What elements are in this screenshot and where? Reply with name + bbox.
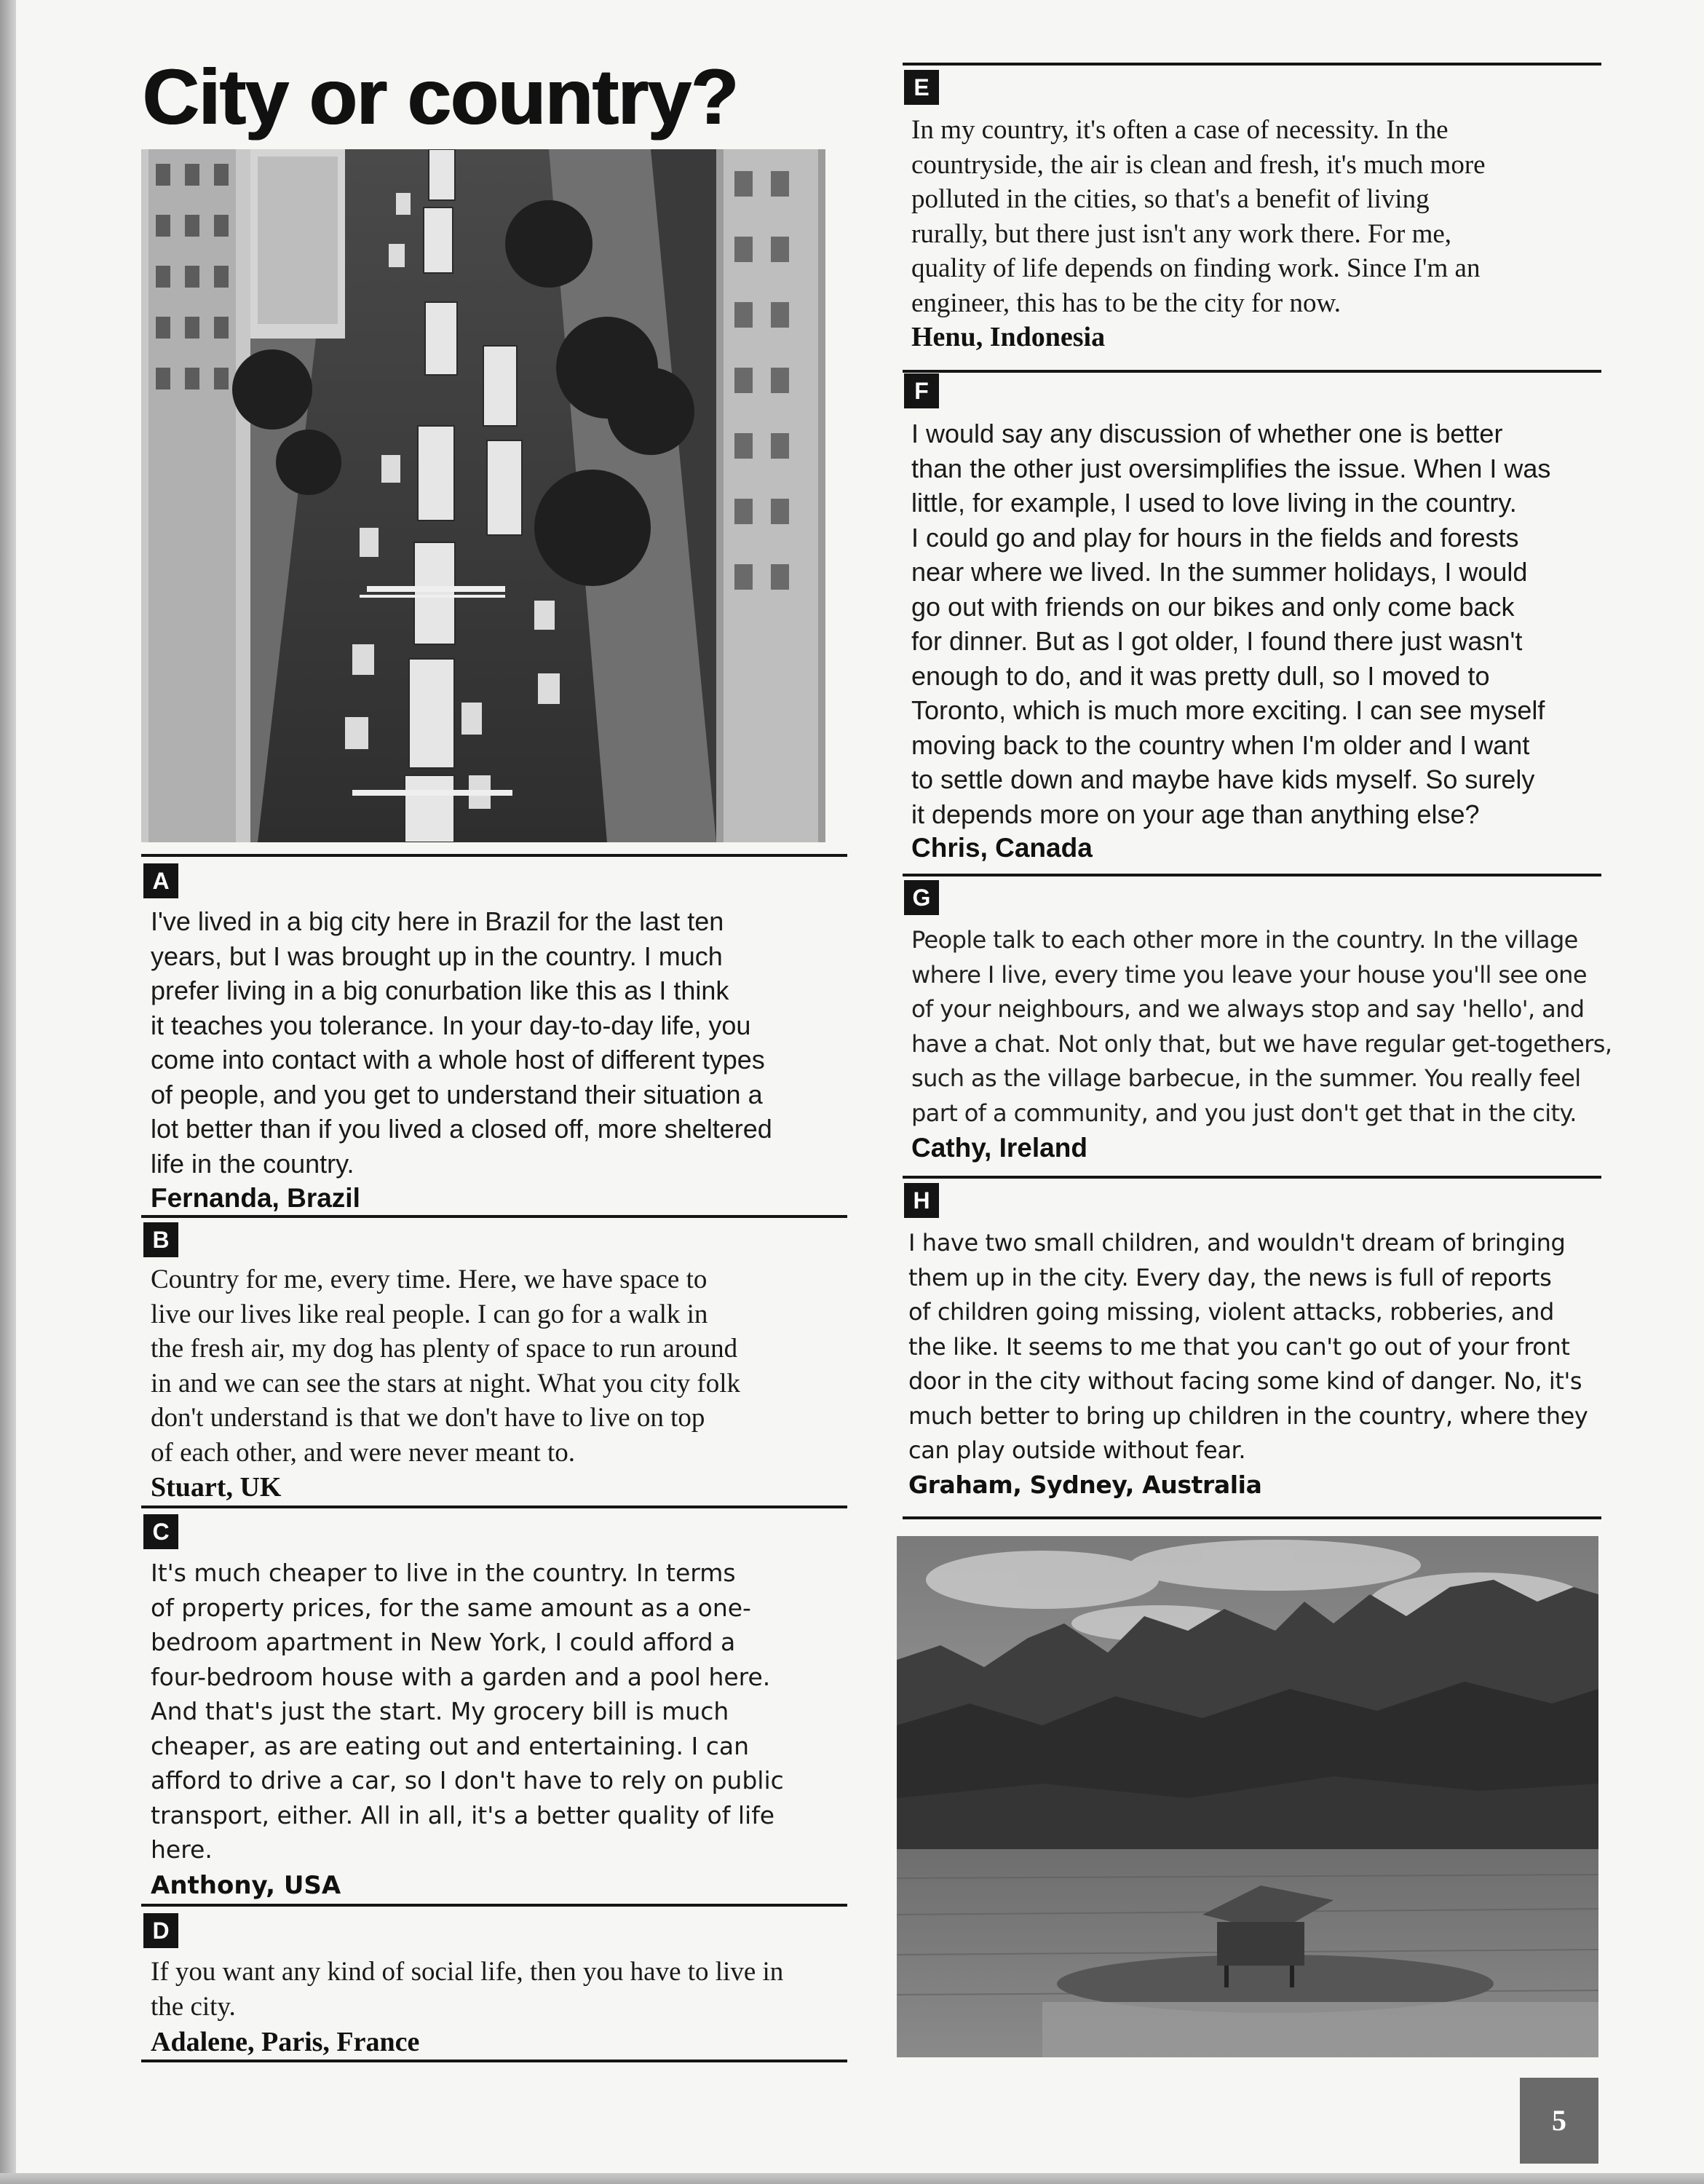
section-c-letter: C: [143, 1514, 178, 1549]
section-a-author: Fernanda, Brazil: [151, 1183, 360, 1213]
city-traffic-photo: [141, 149, 825, 842]
section-b-top-rule: [141, 1215, 847, 1218]
section-e-letter: E: [904, 70, 939, 105]
section-e-text: In my country, it's often a case of necessity. In the countryside, the air is clean and fresh, it's much more polluted in the cities, so that's a benefit of living rurally, but there just isn't any work there. For me, quality of life depends on finding work. Since I'm an engineer, this has to be the city for now.: [911, 115, 1486, 318]
page-bottom-edge: [0, 2173, 1704, 2184]
section-e-author: Henu, Indonesia: [911, 322, 1106, 352]
section-f-text: I would say any discussion of whether one is better than the other just oversimplifies the issue. When I was little, for example, I used to love living in the country. I could go and play for hours in the fields and forests near where we lived. In the summer holidays, I would go out with friends on our bikes and only come back for dinner. But as I got older, I found there just wasn't enough to do, and it was pretty dull, so I moved to Toronto, which is much more exciting. I can see myself moving back to the country when I'm older and I want to settle down and maybe have kids myself. So surely it depends more on your age than anything else?: [911, 419, 1551, 829]
section-f-letter: F: [904, 373, 939, 408]
countryside-landscape-photo: [897, 1536, 1598, 2057]
section-g-letter: G: [904, 880, 939, 915]
section-f-author: Chris, Canada: [911, 833, 1093, 863]
section-b-text: Country for me, every time. Here, we have space to live our lives like real people. I can go for a walk in the fresh air, my dog has plenty of space to run around in and we can see the stars at night. What you city folk don't understand is that we don't have to live on top of each other, and were never meant to.: [151, 1265, 741, 1468]
page-number: 5: [1520, 2078, 1598, 2164]
section-e-top-rule: [903, 63, 1601, 66]
section-a-top-rule: [141, 854, 847, 857]
section-b-letter: B: [143, 1222, 178, 1257]
section-h-letter: H: [904, 1183, 939, 1218]
section-g-author: Cathy, Ireland: [911, 1133, 1087, 1163]
section-h-top-rule: [903, 1176, 1601, 1179]
section-b-author: Stuart, UK: [151, 1472, 282, 1503]
section-c-author: Anthony, USA: [151, 1871, 341, 1900]
section-f-top-rule: [903, 370, 1601, 373]
section-g-top-rule: [903, 874, 1601, 877]
section-c-text: It's much cheaper to live in the country. In terms of property prices, for the same amount as a one- bedroom apartment in New York, I could afford a four-bedroom house with a garden and a pool here. And that's just the start. My grocery bill is much cheaper, as are eating out and entertaining. I can afford to drive a car, so I don't have to rely on public transport, either. All in all, it's a better quality of life here.: [151, 1559, 784, 1864]
section-d-author: Adalene, Paris, France: [151, 2027, 420, 2057]
section-d-top-rule: [141, 1904, 847, 1907]
page-title: City or country?: [143, 52, 739, 141]
section-d-letter: D: [143, 1913, 178, 1948]
section-h-author: Graham, Sydney, Australia: [908, 1471, 1262, 1499]
section-c-top-rule: [141, 1506, 847, 1508]
section-a-letter: A: [143, 863, 178, 898]
section-d-bottom-rule: [141, 2060, 847, 2062]
section-g-text: People talk to each other more in the country. In the village where I live, every time you leave your house you'll see one of your neighbours, and we always stop and say 'hello', and have a chat. Not only that, but we have regular get-togethers, such as the village barbecue, in the summer. You really feel part of a community, and you just don't get that in the city.: [911, 926, 1612, 1127]
landscape-photo-top-rule: [903, 1516, 1601, 1519]
section-h-text: I have two small children, and wouldn't dream of bringing them up in the city. Every day, the news is full of reports of children going missing, violent attacks, robberies, and the like. It seems to me that you can't go out of your front door in the city without facing some kind of danger. No, it's much better to bring up children in the country, where they can play outside without fear.: [908, 1229, 1588, 1464]
section-a-text: I've lived in a big city here in Brazil for the last ten years, but I was brought up in the country. I much prefer living in a big conurbation like this as I think it teaches you tolerance. In your day-to-day life, you come into contact with a whole host of different types of people, and you get to understand their situation a lot better than if you lived a closed off, more sheltered life in the country.: [151, 906, 772, 1179]
section-d-text: If you want any kind of social life, then you have to live in the city.: [151, 1957, 784, 2022]
